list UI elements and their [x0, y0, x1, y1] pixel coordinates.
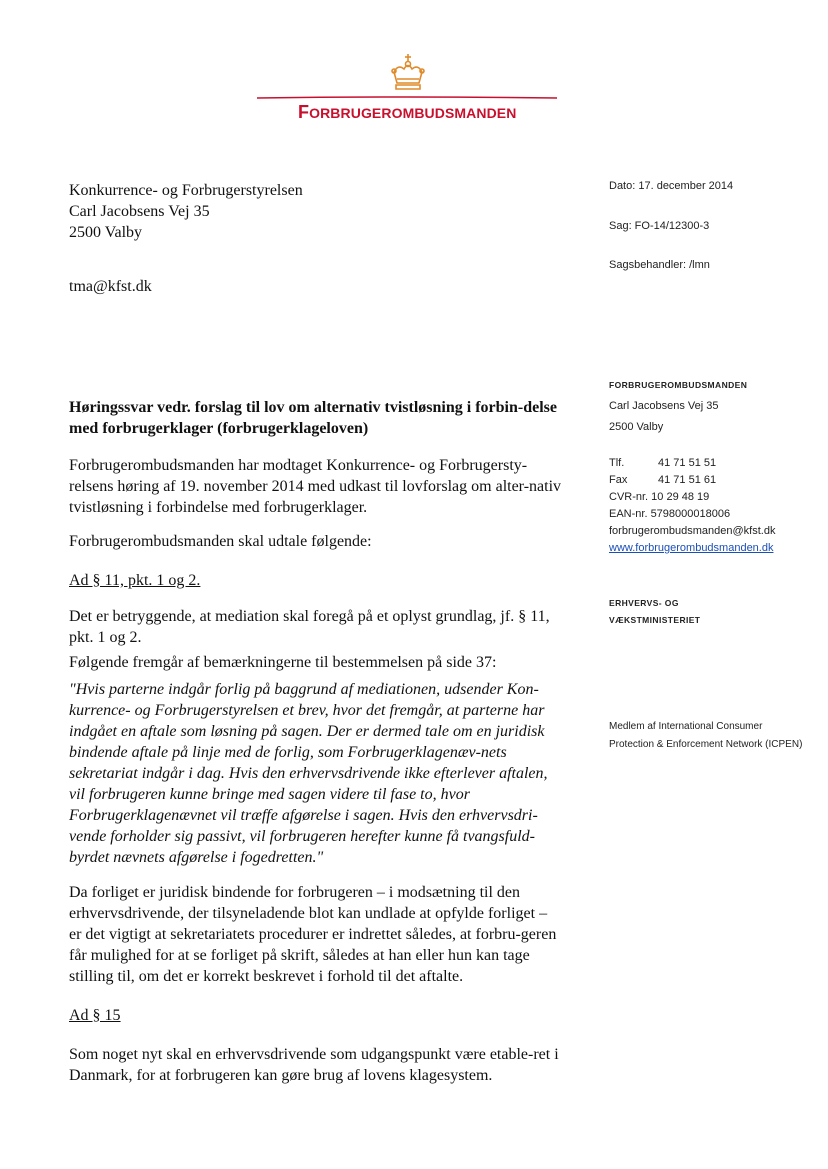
sender-street: Carl Jacobsens Vej 35	[609, 400, 719, 412]
paragraph-1: Forbrugerombudsmanden har modtaget Konkurrence- og Forbrugersty-relsens høring af 19. november 2014 med udkast til lovforslag om alter-nativ tvistløsning i forbindelse med forbrugerklager.	[69, 457, 562, 516]
paragraph-2: Forbrugerombudsmanden skal udtale følgende:	[69, 533, 372, 550]
sender-contacts	[609, 455, 775, 557]
sender-city: 2500 Valby	[609, 421, 664, 433]
sender-org-name: FORBRUGEROMBUDSMANDEN	[609, 380, 748, 390]
phone-row: Tlf. 41 71 51 51	[609, 457, 717, 469]
paragraph-6: Som noget nyt skal en erhvervsdrivende som udgangspunkt være etable-ret i Danmark, for at forbrugeren kan gøre brug af lovens klagesystem.	[69, 1046, 559, 1084]
letter-date: Dato: 17. december 2014	[609, 180, 734, 192]
brand-wordmark: FORBRUGEROMBUDSMANDEN	[298, 102, 517, 122]
icpen-membership: Medlem af International Consumer Protection & Enforcement Network (ICPEN)	[609, 721, 803, 750]
case-handler: Sagsbehandler: /lmn	[609, 259, 710, 271]
letter-heading: Høringssvar vedr. forslag til lov om alternativ tvistløsning i forbin-delse med forbrugerklager (forbrugerklageloven)	[69, 399, 557, 437]
sender-email[interactable]: forbrugerombudsmanden@kfst.dk	[609, 525, 776, 537]
paragraph-4: Følgende fremgår af bemærkningerne til bestemmelsen på side 37:	[69, 654, 497, 671]
section-heading-11: Ad § 11, pkt. 1 og 2.	[69, 572, 201, 589]
recipient-address	[69, 180, 303, 243]
crown-logo-icon	[388, 52, 428, 94]
section-heading-15: Ad § 15	[69, 1007, 121, 1024]
paragraph-5: Da forliget er juridisk bindende for forbrugeren – i modsætning til den erhvervsdrivende, der tilsyneladende blot kan undlade at opfylde forliget – er det vigtigt at sekretariatets procedurer er indrettet således, at forbru-geren får mulighed for at se forliget på skrift, således at han eller hun kan tage stilling til, om det er korrekt beskrevet i forhold til det aftalte.	[69, 884, 557, 985]
logo-divider	[257, 96, 557, 99]
sender-address	[609, 396, 718, 438]
recipient-city: 2500 Valby	[69, 224, 143, 241]
ean-number: EAN-nr. 5798000018006	[609, 508, 731, 520]
recipient-email[interactable]: tma@kfst.dk	[69, 278, 152, 295]
paragraph-3: Det er betryggende, at mediation skal foregå på et oplyst grundlag, jf. § 11, pkt. 1 og 2.	[69, 608, 550, 646]
ministry-name: ERHVERVS- OG VÆKSTMINISTERIET	[609, 598, 701, 625]
website-link[interactable]: www.forbrugerombudsmanden.dk	[609, 542, 774, 554]
case-number: Sag: FO-14/12300-3	[609, 220, 710, 232]
recipient-street: Carl Jacobsens Vej 35	[69, 203, 210, 220]
recipient-name: Konkurrence- og Forbrugerstyrelsen	[69, 182, 303, 199]
fax-row: Fax 41 71 51 61	[609, 474, 717, 486]
cvr-number: CVR-nr. 10 29 48 19	[609, 491, 710, 503]
quote-block: "Hvis parterne indgår forlig på baggrund af mediationen, udsender Kon-kurrence- og Forbrugerstyrelsen et brev, hvor det fremgår, at parterne har indgået en aftale som løsning på sagen. Der er dermed tale om en juridisk bindende aftale på linje med de forlig, som Forbrugerklagenæv-nets sekretariat indgår i dag. Hvis den erhvervsdrivende ikke efterlever aftalen, vil forbrugeren kunne bringe med sagen videre til fase to, hvor Forbrugerklagenævnet vil træffe afgørelse i sagen. Hvis den erhvervsdri-vende forholder sig passivt, vil forbrugeren herefter kunne få tvangsfuld-byrdet nævnets afgørelse i fogedretten."	[69, 681, 548, 866]
